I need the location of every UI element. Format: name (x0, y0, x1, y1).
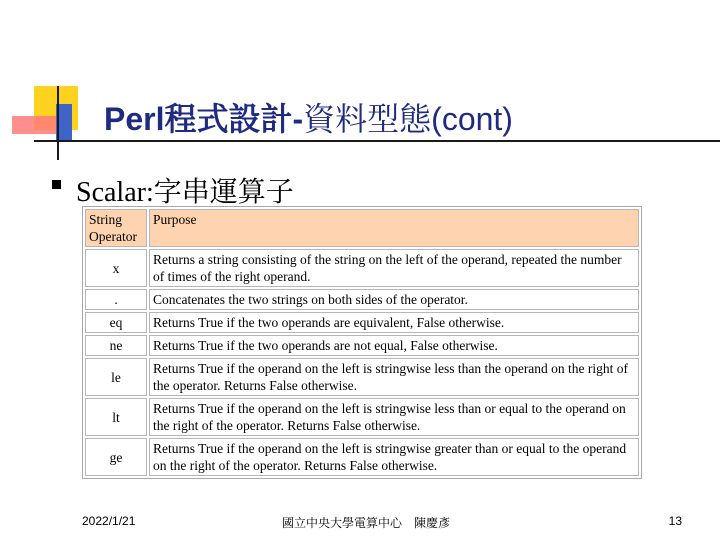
footer-author: 國立中央大學電算中心 陳慶彥 (282, 516, 451, 530)
operator-cell: x (85, 249, 147, 287)
operator-cell: le (85, 358, 147, 396)
purpose-cell: Returns True if the operand on the left is stringwise greater than or equal to the operand on the right of the operator. Returns False otherwise. (149, 438, 639, 476)
slide-title-sub: 資料型態(cont) (303, 101, 513, 137)
table-row (85, 249, 639, 287)
purpose-cell: Returns True if the operand on the left is stringwise less than the operand on the right of the operator. Returns False otherwise. (149, 358, 639, 396)
table-header-row (85, 209, 639, 247)
header-purpose: Purpose (149, 209, 639, 247)
bullet-square-icon (52, 180, 61, 189)
string-operator-table (82, 206, 642, 479)
slide-title (104, 94, 513, 140)
purpose-cell: Concatenates the two strings on both sides of the operator. (149, 289, 639, 310)
operator-cell: . (85, 289, 147, 310)
purpose-cell: Returns True if the operand on the left is stringwise less than or equal to the operand on the right of the operator. Returns False otherwise. (149, 398, 639, 436)
header-string-operator: String Operator (85, 209, 147, 247)
slide-title-main: Perl程式設計- (104, 101, 304, 137)
decor-vertical-line (57, 86, 59, 160)
purpose-cell: Returns True if the two operands are not equal, False otherwise. (149, 335, 639, 356)
table-row (85, 335, 639, 356)
purpose-cell: Returns True if the two operands are equivalent, False otherwise. (149, 312, 639, 333)
operator-cell: lt (85, 398, 147, 436)
footer-date: 2022/1/21 (82, 514, 136, 528)
operator-cell: ne (85, 335, 147, 356)
page-number: 13 (668, 514, 682, 528)
title-underline (34, 140, 720, 142)
operator-cell: ge (85, 438, 147, 476)
decor-red-bar (12, 116, 56, 134)
table-row (85, 312, 639, 333)
bullet-text: Scalar:字串運算子 (76, 177, 294, 208)
operator-cell: eq (85, 312, 147, 333)
table-row (85, 398, 639, 436)
table-row (85, 289, 639, 310)
table-row (85, 438, 639, 476)
table-row (85, 358, 639, 396)
purpose-cell: Returns a string consisting of the string on the left of the operand, repeated the number of times of the right operand. (149, 249, 639, 287)
